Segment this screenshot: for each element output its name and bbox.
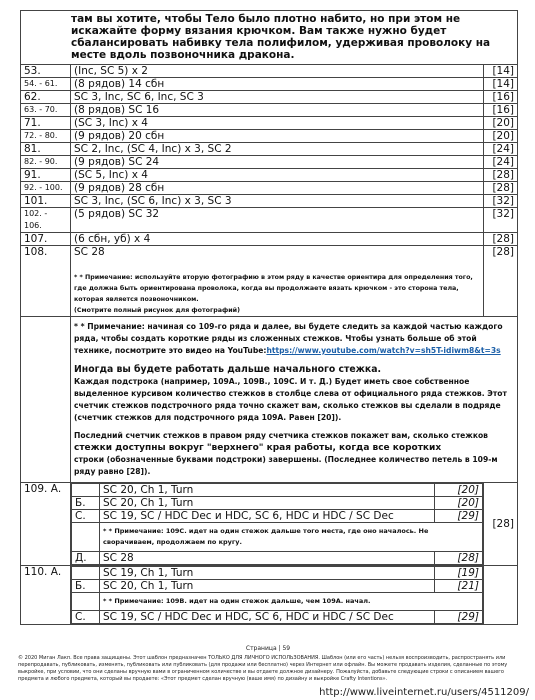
row-number: 91. <box>21 169 71 182</box>
row-number: 110. А. <box>21 566 71 625</box>
pattern-row <box>21 169 518 182</box>
watermark-url: http://www.liveinternet.ru/users/4511209/ <box>319 687 529 698</box>
row-instructions: (6 сбн, уб) x 4 <box>71 233 484 246</box>
note-text: * * Примечание: 109В. идет на один стежок дальше, чем 109А. начал. <box>103 597 371 605</box>
subrow-text: SC 19, SC / HDC Dec и HDC, SC 6, HDC и HDC / SC Dec <box>100 510 435 523</box>
intro-row <box>21 11 518 65</box>
stitch-count: [24] <box>483 143 517 156</box>
row-instructions: (SC 3, Inc) x 4 <box>71 117 484 130</box>
stitch-count: [16] <box>483 104 517 117</box>
copyright-text: © 2020 Миган Лакп. Все права защищены. Этот шаблон предназначен ТОЛЬКО ДЛЯ ЛИЧНОГО ИСПОЛЬЗОВАНИЯ. Шаблон (или его часть) нельзя воспроизводить, распространять или перепродавать, публиковать, изменять, публиковать или публиковать (для продажи или бесплатно) через Интернет или офлайн. Вы можете продавать изделия, сделанные по этому выкройке, при условии, что они сделаны вручную вами в ограниченном количестве и вы отдаете должное дизайнеру. Пожалуйста, добавьте следующие строки с описанием вашего предмета и любого предмета, который вы продаете: «Этот предмет сделан вручную (ваше имя) по дизайну и выкройке Crafty Intentions». <box>18 655 508 682</box>
subrow-count: [20] <box>434 484 482 497</box>
subrow <box>72 497 483 510</box>
paragraph: строки (обозначенные буквами подстроки) завершены. (Последнее количество петель в 109-м ряду равно [28]). <box>74 455 498 476</box>
stitch-count: [14] <box>483 65 517 78</box>
pattern-row <box>21 182 518 195</box>
note-text: * * Примечание: начиная со 109-го ряда и далее, вы будете следить за каждой частью каждого ряда, чтобы создать короткие ряды из сложенных стежков. Чтобы узнать больше об этой технике, посмотрите это видео на YouTube:https://www.youtube.com/watch?v=sh5T-idiwm8&t=3s <box>74 322 503 355</box>
subrow <box>72 567 483 580</box>
row-instructions: SC 3, Inc, SC 6, Inc, SC 3 <box>71 91 484 104</box>
pattern-row <box>21 104 518 117</box>
pattern-row <box>21 208 518 233</box>
row-instructions: (8 рядов) 14 сбн <box>71 78 484 91</box>
page-footer <box>18 645 518 683</box>
row-110 <box>21 566 518 625</box>
row-109 <box>21 483 518 566</box>
stitch-count: [32] <box>483 208 517 233</box>
subrow <box>72 484 483 497</box>
stitch-count: [28] <box>483 169 517 182</box>
pattern-row <box>21 117 518 130</box>
subrow <box>72 510 483 523</box>
subrow-text: SC 28 <box>100 552 435 565</box>
row-108 <box>21 246 518 317</box>
subrow <box>72 580 483 593</box>
row-instructions <box>71 246 484 317</box>
intro-text: там вы хотите, чтобы Тело было плотно набито, но при этом не искажайте форму вязания крючком. Вам также нужно будет сбалансировать набивку тела полифилом, удерживая проволоку на месте вдоль позвоночника дракона. <box>21 11 518 65</box>
subrow-label: С. <box>72 510 100 523</box>
row-number: 62. <box>21 91 71 104</box>
row-instructions: (9 рядов) 20 сбн <box>71 130 484 143</box>
subrow-label: Б. <box>72 580 100 593</box>
subrow-label: Б. <box>72 497 100 510</box>
subrow-text: SC 20, Ch 1, Turn <box>100 484 435 497</box>
row-number: 81. <box>21 143 71 156</box>
row-instructions: SC 3, Inc, (SC 6, Inc) x 3, SC 3 <box>71 195 484 208</box>
note-text: * * Примечание: 109С. идет на один стежок дальше того места, где оно началось. Не сворачиваем, продолжаем по кругу. <box>103 527 429 546</box>
subrow-text: SC 19, Ch 1, Turn <box>100 567 435 580</box>
section-notes <box>21 317 518 483</box>
paragraph: Каждая подстрока (например, 109А., 109В., 109С. И т. Д.) Будет иметь свое собственное выделенное курсивом количество стежков в столбце слева от официального ряда стежков. Этот счетчик стежков подстрочного ряда точно скажет вам, сколько стежков вы сделали в подряде (счетчик стежков для подстрочного ряда 109А. Равен [20]). <box>74 377 507 422</box>
pattern-row <box>21 195 518 208</box>
subrow-label: С. <box>72 611 100 624</box>
row-instructions: SC 2, Inc, (SC 4, Inc) x 3, SC 2 <box>71 143 484 156</box>
pattern-row <box>21 78 518 91</box>
subrow-count: [19] <box>434 567 482 580</box>
row-instructions: (Inc, SC 5) x 2 <box>71 65 484 78</box>
row-number: 54. - 61. <box>21 78 71 91</box>
subrow-count: [21] <box>434 580 482 593</box>
pattern-row <box>21 65 518 78</box>
row-number: 72. - 80. <box>21 130 71 143</box>
stitch-count: [20] <box>483 117 517 130</box>
row-instructions: (8 рядов) SC 16 <box>71 104 484 117</box>
row-number: 53. <box>21 65 71 78</box>
stitch-count: [28] <box>483 483 517 566</box>
row-instructions: (5 рядов) SC 32 <box>71 208 484 233</box>
row-number: 102. - 106. <box>21 208 71 233</box>
note-text: (Смотрите полный рисунок для фотографий) <box>74 307 240 314</box>
youtube-link[interactable]: https://www.youtube.com/watch?v=sh5T-idiwm8&t=3s <box>266 346 501 355</box>
subrow-table <box>71 566 483 624</box>
subrow-count: [28] <box>434 552 482 565</box>
subrow-table <box>71 483 483 565</box>
row-number: 101. <box>21 195 71 208</box>
pattern-row <box>21 143 518 156</box>
row-instructions: (SC 5, Inc) x 4 <box>71 169 484 182</box>
stitch-count: [20] <box>483 130 517 143</box>
row-number: 82. - 90. <box>21 156 71 169</box>
stitch-count: [16] <box>483 91 517 104</box>
row-instructions: (9 рядов) 28 сбн <box>71 182 484 195</box>
subrow-label <box>72 567 100 580</box>
subrow-count: [29] <box>434 510 482 523</box>
subrow-text: SC 19, SC / HDC Dec и HDC, SC 6, HDC и HDC / SC Dec <box>100 611 435 624</box>
stitch-count: [32] <box>483 195 517 208</box>
pattern-row <box>21 233 518 246</box>
pattern-row <box>21 130 518 143</box>
row-number: 107. <box>21 233 71 246</box>
note-text: * * Примечание: используйте вторую фотографию в этом ряду в качестве ориентира для определения того, где должна быть ориентирована проволока, когда вы продолжаете вязать крючком - это сторона тела, которая является позвоночником. <box>74 274 473 303</box>
pattern-row <box>21 156 518 169</box>
row-text: SC 28 <box>74 246 105 258</box>
row-number: 63. - 70. <box>21 104 71 117</box>
subrow-count: [20] <box>434 497 482 510</box>
stitch-count: [28] <box>483 233 517 246</box>
page-number: Страница | 59 <box>245 645 291 652</box>
row-number: 92. - 100. <box>21 182 71 195</box>
row-instructions: (9 рядов) SC 24 <box>71 156 484 169</box>
subrow-text: SC 20, Ch 1, Turn <box>100 497 435 510</box>
section-heading: Иногда вы будете работать дальше начального стежка. <box>74 364 382 375</box>
stitch-count: [24] <box>483 156 517 169</box>
row-number: 71. <box>21 117 71 130</box>
stitch-count: [28] <box>483 246 517 317</box>
pattern-row <box>21 91 518 104</box>
subrow-label <box>72 484 100 497</box>
subrow-text: SC 20, Ch 1, Turn <box>100 580 435 593</box>
paragraph: Последний счетчик стежков в правом ряду счетчика стежков покажет вам, сколько стежков <box>74 431 488 440</box>
stitch-count: [14] <box>483 78 517 91</box>
pattern-table <box>20 10 518 625</box>
subrow-count: [29] <box>434 611 482 624</box>
row-number: 108. <box>21 246 71 317</box>
paragraph: стежки доступны вокруг "верхнего" края работы, когда все коротких <box>74 443 442 453</box>
row-number: 109. А. <box>21 483 71 566</box>
subrow-label: Д. <box>72 552 100 565</box>
stitch-count: [28] <box>483 182 517 195</box>
